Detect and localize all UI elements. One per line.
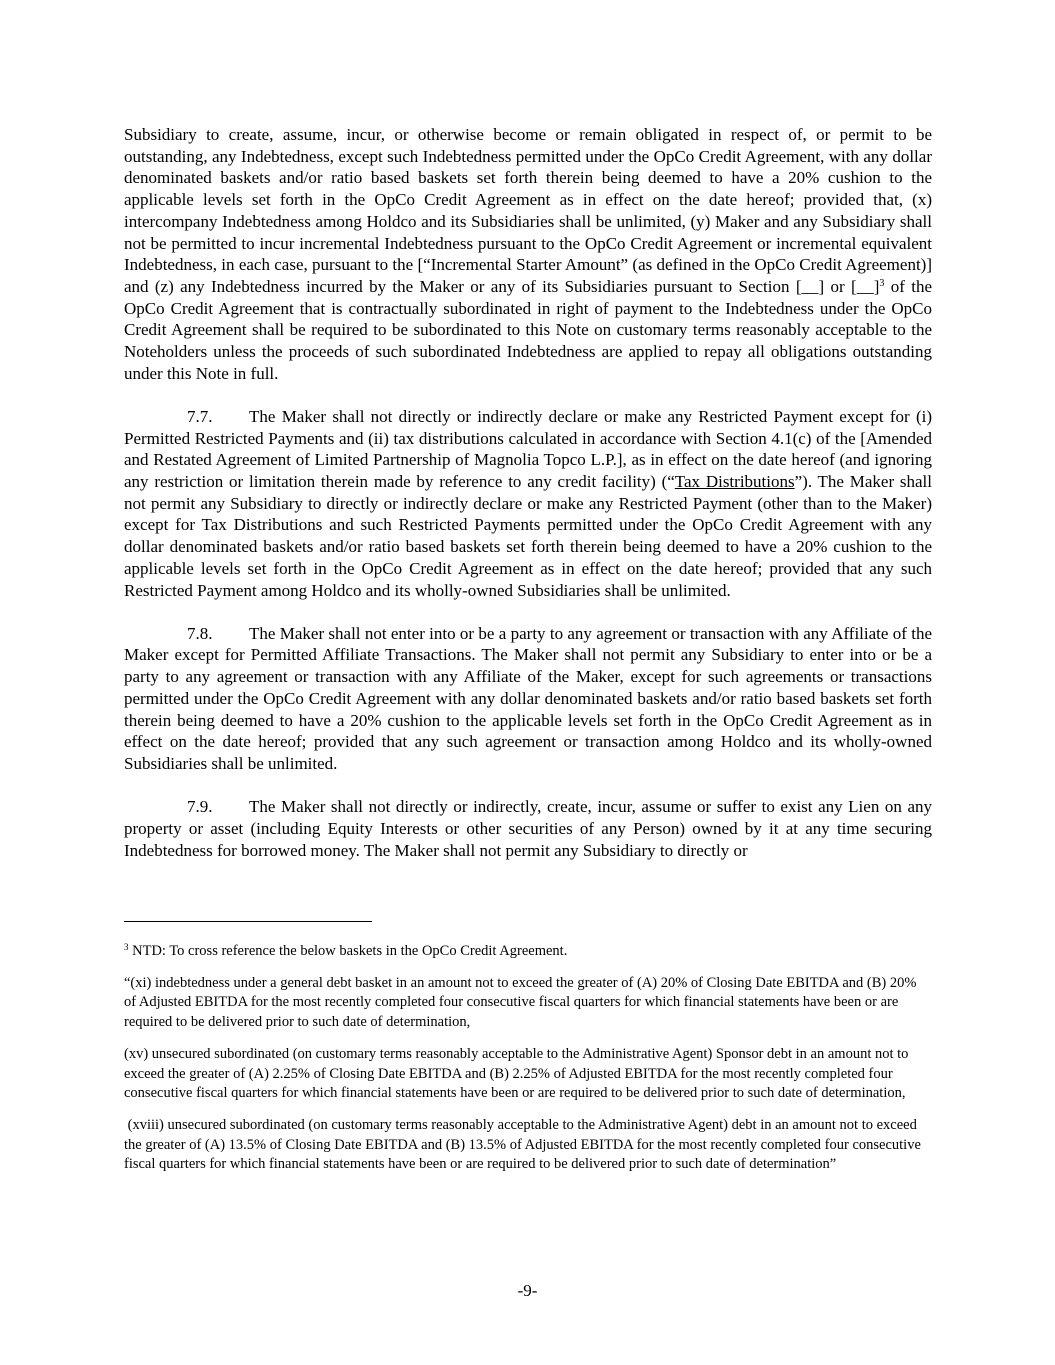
- body-text: [124, 124, 932, 883]
- paragraph-continuation: [124, 124, 932, 384]
- section-number: 7.9.: [187, 797, 213, 817]
- section-7-9: [124, 796, 932, 861]
- section-7-8: [124, 623, 932, 775]
- footnotes: [124, 942, 932, 1187]
- defined-term: Tax Distributions: [674, 472, 795, 492]
- paragraph-text: Subsidiary to create, assume, incur, or otherwise become or remain obligated in respect of, or permit to be outstanding, any Indebtedness, except such Indebtedness permitted under the OpCo Credit Agreement, with any dollar denominated baskets and/or ratio based baskets set forth therein being deemed to have a 20% cushion to the applicable levels set forth in the OpCo Credit Agreement as in effect on the date hereof; provided that, (x) intercompany Indebtedness among Holdco and its Subsidiaries shall be unlimited, (y) Maker and any Subsidiary shall not be permitted to incur incremental Indebtedness pursuant to the OpCo Credit Agreement or incremental equivalent Indebtedness, in each case, pursuant to the [“Incremental Starter Amount” (as defined in the OpCo Credit Agreement)] and (z) any Indebtedness incurred by the Maker or any of its Subsidiaries pursuant to Section [__] or [__]: [124, 125, 932, 296]
- footnote-basket-xi: “(xi) indebtedness under a general debt basket in an amount not to exceed the greater of (A) 20% of Closing Date EBITDA and (B) 20% of Adjusted EBITDA for the most recently completed four consecutive fiscal quarters for which financial statements have been or are required to be delivered prior to such date of determination,: [124, 974, 917, 1031]
- footnote-3: [124, 942, 932, 962]
- paragraph-text: ”). The Maker shall not permit any Subsidiary to directly or indirectly declare or make any Restricted Payment (other than to the Maker) except for Tax Distributions and such Restricted Payments permitted under the OpCo Credit Agreement with any dollar denominated baskets and/or ratio based baskets set forth therein being deemed to have a 20% cushion to the applicable levels set forth in the OpCo Credit Agreement as in effect on the date hereof; provided that any such Restricted Payment among Holdco and its wholly-owned Subsidiaries shall be unlimited.: [124, 472, 933, 600]
- footnote-mark: 3: [124, 942, 129, 952]
- footnote-text: NTD: To cross reference the below baskets in the OpCo Credit Agreement.: [128, 943, 568, 959]
- page-number: -9-: [517, 1281, 538, 1300]
- paragraph-text: of the OpCo Credit Agreement that is contractually subordinated in right of payment to the Indebtedness under the OpCo Credit Agreement shall be required to be subordinated to this Note on customary terms reasonably acceptable to the Noteholders unless the proceeds of such subordinated Indebtedness are applied to repay all obligations outstanding under this Note in full.: [124, 276, 932, 383]
- section-number: 7.8.: [187, 623, 213, 643]
- paragraph-text: The Maker shall not directly or indirectly declare or make any Restricted Payment except for (i) Permitted Restricted Payments and (ii) tax distributions calculated in accordance with Section 4.1(c) of the [Amended and Restated Agreement of Limited Partnership of Magnolia Topco L.P.], as in effect on the date hereof (and ignoring any restriction or limitation therein made by reference to any credit facility) (“: [124, 406, 932, 492]
- paragraph-text: The Maker shall not enter into or be a party to any agreement or transaction with any Affiliate of the Maker except for Permitted Affiliate Transactions. The Maker shall not permit any Subsidiary to enter into or be a party to any agreement or transaction with any Affiliate of the Maker, except for such agreements or transactions permitted under the OpCo Credit Agreement with any dollar denominated baskets and/or ratio based baskets set forth therein being deemed to have a 20% cushion to the applicable levels set forth in the OpCo Credit Agreement as in effect on the date hereof; provided that any such agreement or transaction among Holdco and its wholly-owned Subsidiaries shall be unlimited.: [124, 623, 932, 773]
- paragraph-text: The Maker shall not directly or indirectly, create, incur, assume or suffer to exist any Lien on any property or asset (including Equity Interests or other securities of any Person) owned by it at any time securing Indebtedness for borrowed money. The Maker shall not permit any Subsidiary to directly or: [124, 797, 932, 860]
- footnote-reference: 3: [879, 277, 885, 289]
- footnote-basket-xv: (xv) unsecured subordinated (on customary terms reasonably acceptable to the Administrative Agent) Sponsor debt in an amount not to exceed the greater of (A) 2.25% of Closing Date EBITDA and (B) 2.25% of Adjusted EBITDA for the most recently completed four consecutive fiscal quarters for which financial statements have been or are required to be delivered prior to such date of determination,: [124, 1045, 909, 1102]
- footnote-separator: [124, 921, 372, 922]
- section-7-7: [124, 406, 932, 601]
- footnote-basket-xviii: (xviii) unsecured subordinated (on customary terms reasonably acceptable to the Administrative Agent) debt in an amount not to exceed the greater of (A) 13.5% of Closing Date EBITDA and (B) 13.5% of Adjusted EBITDA for the most recently completed four consecutive fiscal quarters for which financial statements have been or are required to be delivered prior to such date of determination”: [124, 1116, 925, 1173]
- section-number: 7.7.: [187, 406, 213, 426]
